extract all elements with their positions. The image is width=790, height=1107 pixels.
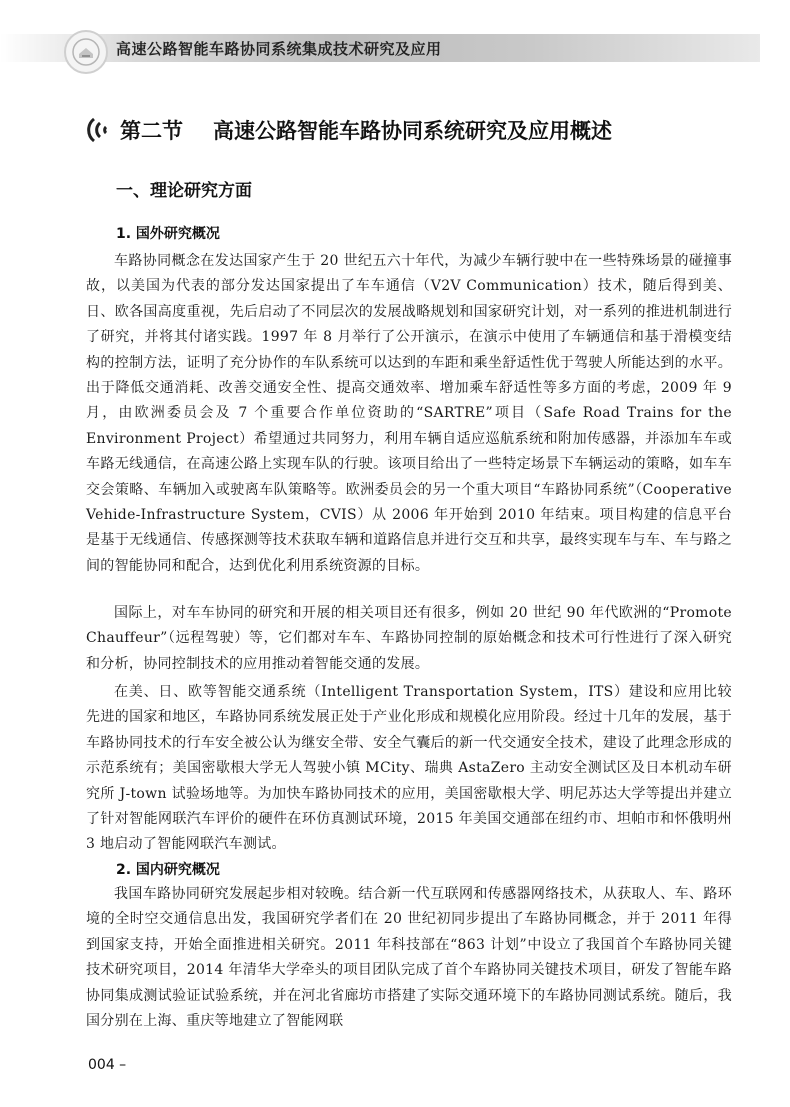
paragraph-foreign-overview: 车路协同概念在发达国家产生于 20 世纪五六十年代，为减少车辆行驶中在一些特殊场景的碰撞事故，以美国为代表的部分发达国家提出了车车通信（V2V Communication）技术，随后得到美、日、欧各国高度重视，先后启动了不同层次的发展战略规划和国家研究计划，对一系列的推进机制进行了研究，并将其付诸实践。1997 年 8 月举行了公开演示，在演示中使用了车辆通信和基于滑模变结构的控制方法，证明了充分协作的车队系统可以达到的车距和乘坐舒适性优于驾驶人所能达到的水平。出于降低交通消耗、改善交通安全性、提高交通效率、增加乘车舒适性等多方面的考虑，2009 年 9 月，由欧洲委员会及 7 个重要合作单位资助的“SARTRE”项目（Safe Road Trains for the Environment Project）希望通过共同努力，利用车辆自适应巡航系统和附加传感器，并添加车车或车路无线通信，在高速公路上实现车队的行驶。该项目给出了一些特定场景下车辆运动的策略，如车车交会策略、车辆加入或驶离车队策略等。欧洲委员会的另一个重大项目“车路协同系统”（Cooperative Vehide-Infrastructure System，CVIS）从 2006 年开始到 2010 年结束。项目构建的信息平台是基于无线通信、传感探测等技术获取车辆和道路信息并进行交互和共享，最终实现车与车、车与路之间的智能协同和配合，达到优化利用系统资源的目标。 [86,253,732,574]
section-title: 高速公路智能车路协同系统研究及应用概述 [213,119,612,143]
section-heading [80,110,612,150]
subsection-heading-domestic: 2. 国内研究概况 [116,862,220,878]
subsection-heading-foreign: 1. 国外研究概况 [116,226,220,242]
paragraph-international-projects: 国际上，对车车协同的研究和开展的相关项目还有很多，例如 20 世纪 90 年代欧洲的“Promote Chauffeur”（远程驾驶）等，它们都对车车、车路协同控制的原始概念和技术可行性进行了深入研究和分析，协同控制技术的应用推动着智能交通的发展。 [86,605,732,672]
book-emblem-icon [64,30,108,74]
paragraph-domestic-overview: 我国车路协同研究发展起步相对较晚。结合新一代互联网和传感器网络技术，从获取人、车、路环境的全时空交通信息出发，我国研究学者们在 20 世纪初同步提出了车路协同概念，并于 2011 年得到国家支持，开始全面推进相关研究。2011 年科技部在“863 计划”中设立了我国首个车路协同关键技术研究项目，2014 年清华大学牵头的项目团队完成了首个车路协同关键技术项目，研发了智能车路协同集成测试验证试验系统，并在河北省廊坊市搭建了实际交通环境下的车路协同测试系统。随后，我国分别在上海、重庆等地建立了智能网联 [86,886,732,1030]
running-header-title: 高速公路智能车路协同系统集成技术研究及应用 [116,40,442,58]
signal-waves-icon [80,113,114,147]
heading-theory-research: 一、理论研究方面 [116,181,252,201]
paragraph-its-development: 在美、日、欧等智能交通系统（Intelligent Transportation System，ITS）建设和应用比较先进的国家和地区，车路协同系统发展正处于产业化形成和规模化应用阶段。经过十几年的发展，基于车路协同技术的行车安全被公认为继安全带、安全气囊后的新一代交通安全技术，建设了此理念形成的示范系统有；美国密歇根大学无人驾驶小镇 MCity、瑞典 AstaZero 主动安全测试区及日本机动车研究所 J-town 试验场地等。为加快车路协同技术的应用，美国密歇根大学、明尼苏达大学等提出并建立了针对智能网联汽车评价的硬件在环仿真测试环境，2015 年美国交通部在纽约市、坦帕市和怀俄明州 3 地启动了智能网联汽车测试。 [86,684,732,853]
section-number: 第二节 [120,119,183,143]
running-header [0,0,790,70]
page-number: 004 – [88,1057,127,1073]
